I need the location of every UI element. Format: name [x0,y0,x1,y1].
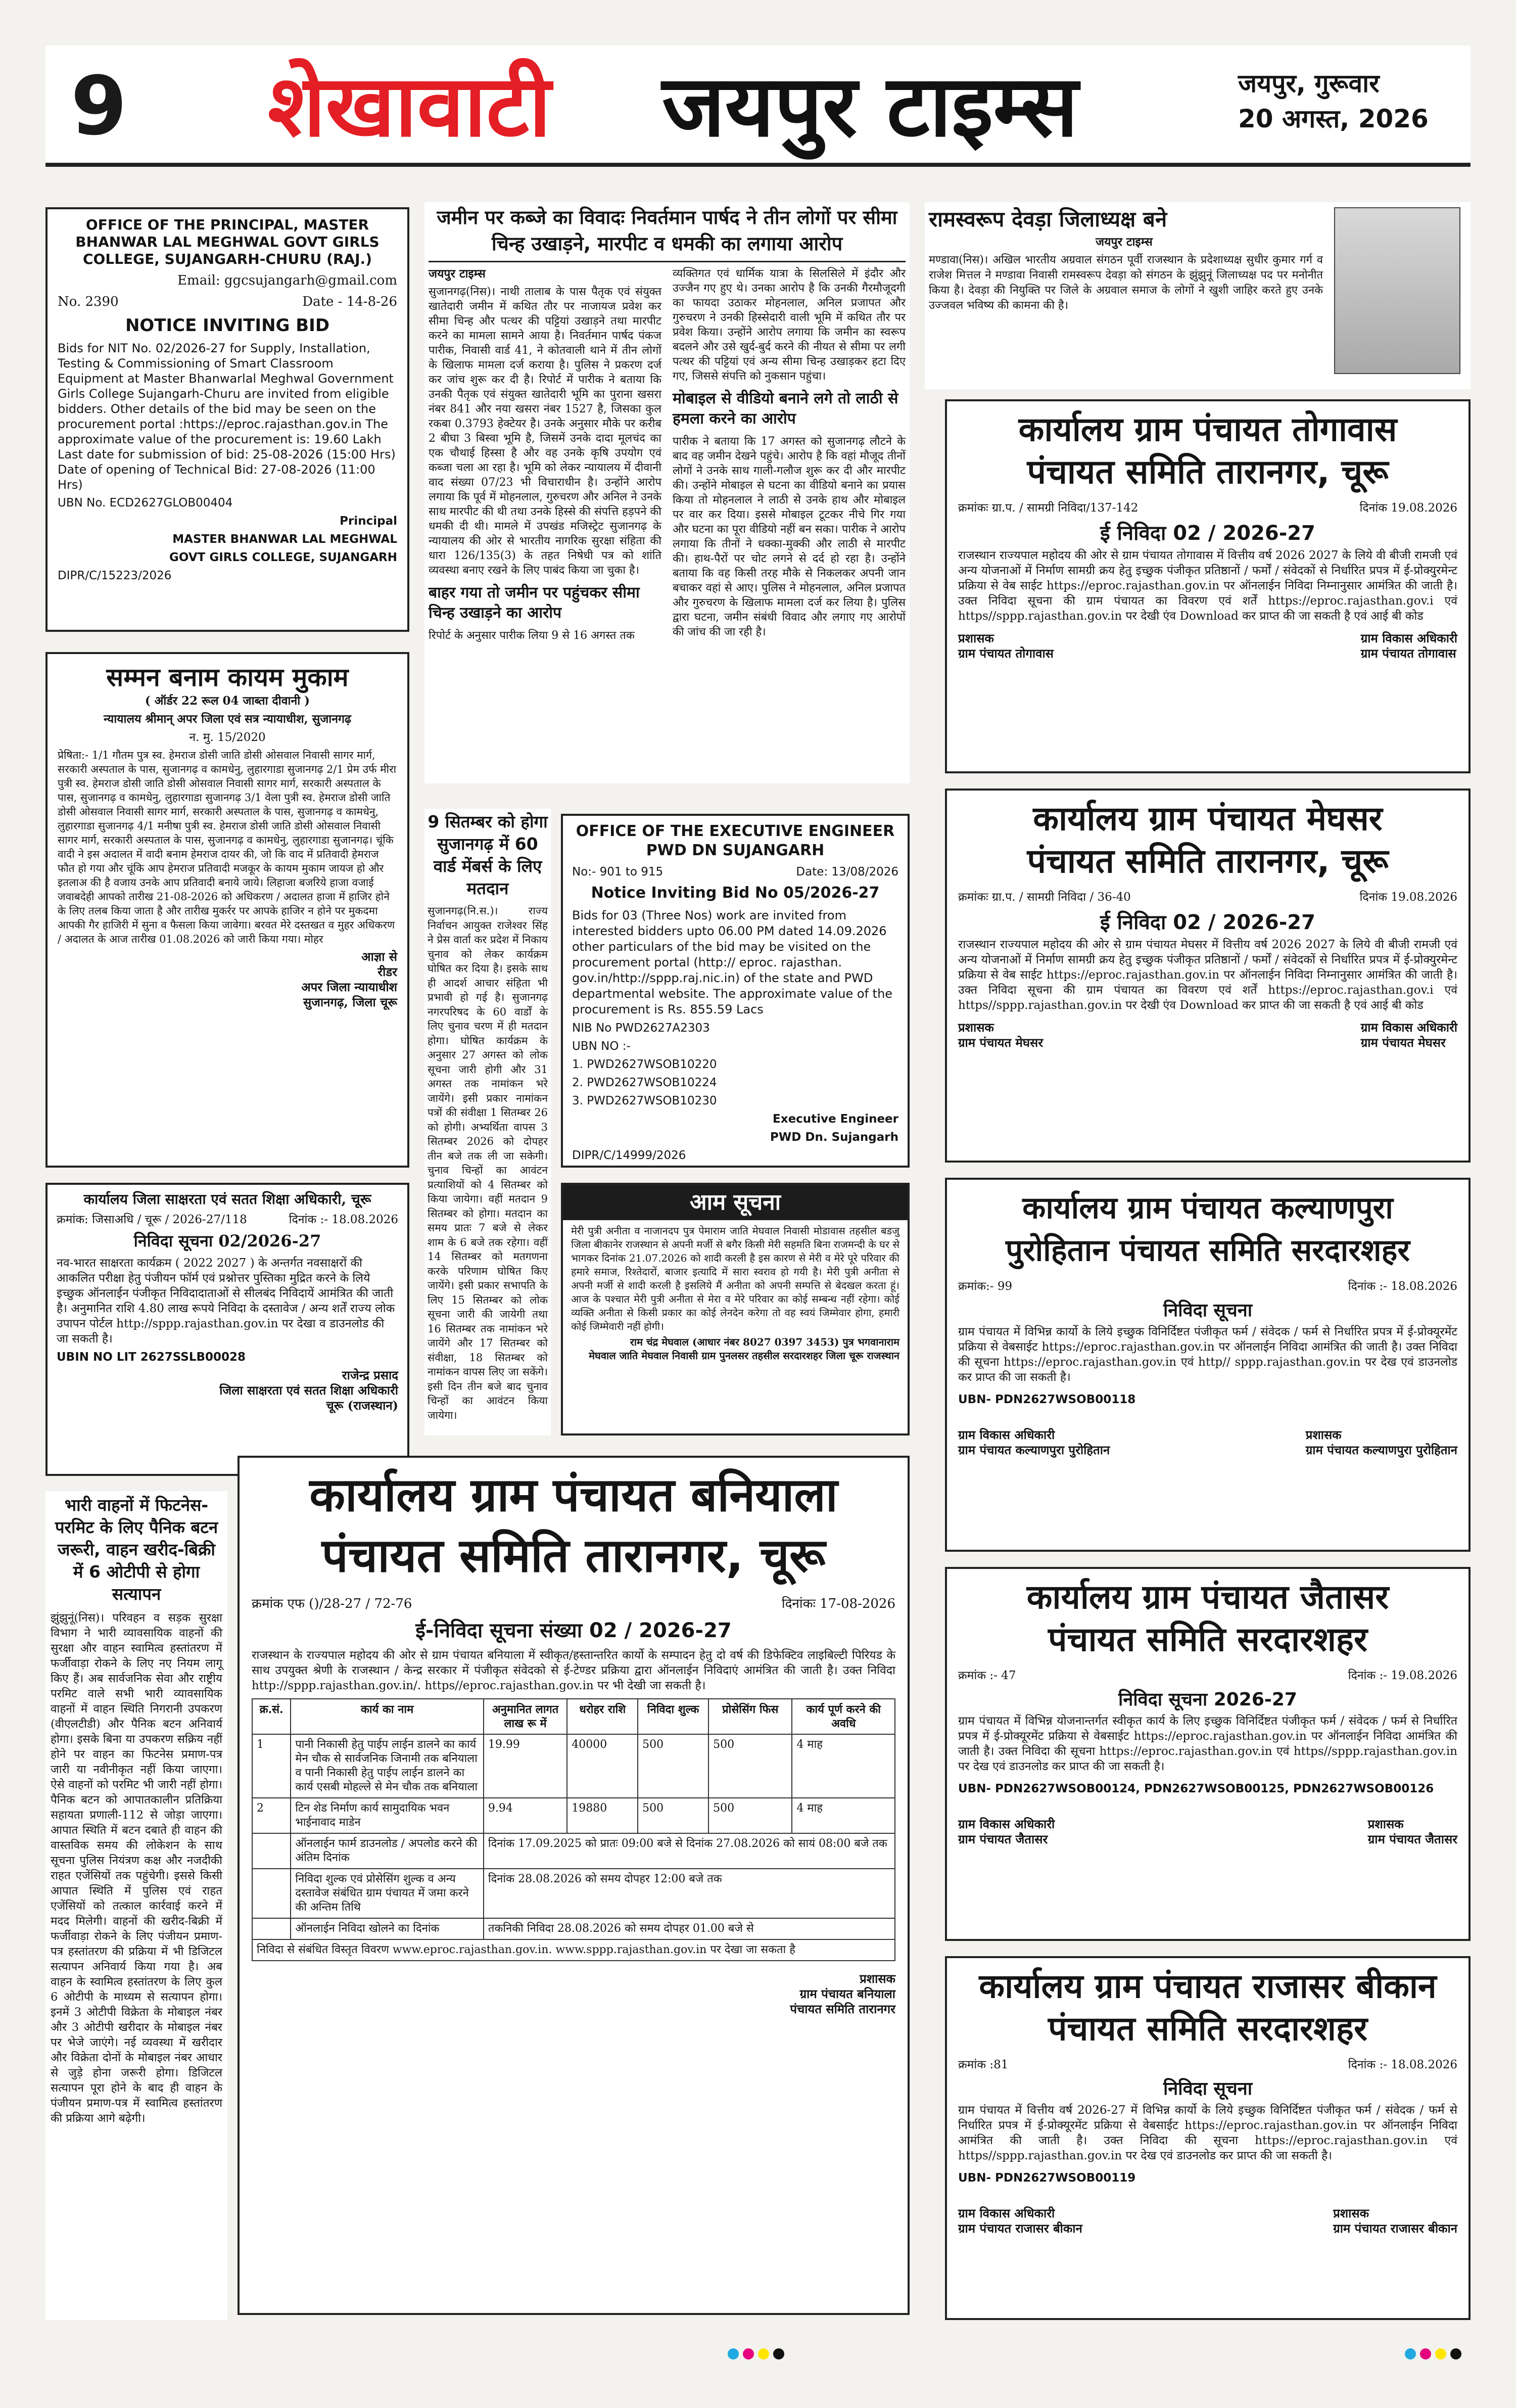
table-cell: निविदा से संबंधित विस्तृत विवरण www.eproc.rajasthan.gov.in. www.sppp.rajasthan.gov.in पर देखा जा सकता है [252,1939,895,1961]
baniyala-title1: कार्यालय ग्राम पंचायत बनियाला [309,1468,838,1522]
literacy-ref: क्रमांक: जिसाअधि / चूरू / 2026-27/118 [57,1213,247,1226]
table-header: क्र.सं. [252,1699,291,1734]
college-sign2: MASTER BHANWAR LAL MEGHWAL [172,533,397,546]
meghsar-body: राजस्थान राज्यपाल महोदय की ओर से ग्राम पंचायत मेघसर में वित्तीय वर्ष 2026 2027 के लिये वी बीजी रामजी एवं अन्य योजनाओं में निर्माण सामग्री क्रय हेतु इच्छुक पंजीकृत प्रतिष्ठानों / फर्मों / संवेदकों से निर्धारित प्रपत्र में ई-प्रोक्युरमेन्ट प्रक्रिया से वेब साईट https://eproc.rajasthan.gov.in पर ऑनलाईन निविदा निम्नानुसार आमंत्रित की जाती है। उक्त निविदा सूचना की ग्राम पंचायत का विवरण एवं शर्तें https://eproc.rajasthan.gov.i एवं https//sppp.rajasthan.gov.in पर देखी एंव Download कर प्राप्त की जा सकती है एवं आई बी कोड [958,938,1457,1012]
table-cell: 500 [708,1798,792,1833]
table-row [252,1734,895,1798]
kalyanpura-sign1: ग्राम विकास अधिकारी [958,1427,1055,1442]
table-cell: ऑनलाईन निविदा खोलने का दिनांक [291,1918,484,1939]
pwd-date: Date: 13/08/2026 [796,865,898,878]
pwd-ubn-label: UBN NO :- [572,1040,631,1053]
rajasar-head: निविदा सूचना [1163,2078,1253,2099]
college-sign1: Principal [340,515,397,528]
summons-subtitle: ( ऑर्डर 22 रूल 04 जाब्ता दीवानी ) [145,694,310,708]
kalyanpura-head: निविदा सूचना [1163,1300,1253,1321]
baniyala-works-table [252,1698,895,1961]
meghsar-ref: क्रमांकः ग्रा.प. / सामग्री निविदा / 36-40 [958,891,1131,904]
summons-sign2: रीडर [377,964,397,979]
print-color-marks [0,2345,1516,2366]
land-byline: जयपुर टाइम्स [429,267,486,281]
rajasar-sign3: प्रशासक [1333,2206,1369,2220]
jaitasar-body: ग्राम पंचायत में विभिन्न योजनान्तर्गत स्वीकृत कार्य के लिए इच्छुक विनिर्दिष्टत पंजीकृत फर्म / संवेदक / फर्म से निर्धारित प्रपत्र में ई-प्रोक्यूरमेंट प्रक्रिया से वेबसाईट https://eproc.rajasthan.gov.in पर ऑनलाईन निविदा आमंत्रित की जाती है। उक्त निविदा की सूचना https://eproc.rajasthan.gov.in एवं https//sppp.rajasthan.gov.in पर देख एवं डाउनलोड कर प्राप्त की जा सकती है। [958,1715,1457,1773]
baniyala-date: दिनांकः 17-08-2026 [781,1596,895,1611]
color-mark [728,2348,739,2359]
color-mark [743,2348,754,2359]
land-subhead2: मोबाइल से वीडियो बनाने लगे तो लाठी से हमला करने का आरोप [673,390,898,428]
literacy-title: कार्यालय जिला साक्षरता एवं सतत शिक्षा अधिकारी, चूरू [83,1191,371,1208]
aam-suchna-title: आम सूचना [563,1185,908,1220]
table-cell: 9.94 [484,1798,567,1833]
literacy-ubn: UBIN NO LIT 2627SSLB00028 [57,1351,246,1364]
jaitasar-sign1: ग्राम विकास अधिकारी [958,1817,1055,1831]
baniyala-body: राजस्थान के राज्यपाल महोदय की ओर से ग्राम पंचायत बनियाला में स्वीकृत/हस्तान्तरित कार्यो के सम्पादन हेतु दो वर्ष की डिफेक्टिव लाइबिल्टी पिरियड के साथ उपयुक्त श्रेणी के राजस्थान / केन्द्र सरकार में पंजीकृत संवेदको से ई-टेण्डर प्रक्रिया द्वारा ऑनलाईन निविदाएं आमंत्रित की जाती है। उक्त निविदा http://sppp.rajasthan.gov.in/. https//eproc.rajasthan.gov.in पर भी देखी जा सकती है। [252,1649,895,1692]
table-cell: 500 [708,1734,792,1798]
rajasar-date: दिनांक :- 18.08.2026 [1348,2058,1457,2071]
jaitasar-head: निविदा सूचना 2026-27 [1118,1689,1297,1710]
pwd-office: OFFICE OF THE EXECUTIVE ENGINEER PWD DN SUJANGARH [576,822,895,859]
newspaper-name-red: शेखावाटी [268,57,551,156]
baniyala-head: ई-निविदा सूचना संख्या 02 / 2026-27 [415,1619,732,1642]
meghsar-sign4: ग्राम पंचायत मेघसर [1360,1035,1446,1050]
summons-court: न्यायालय श्रीमान् अपर जिला एवं सत्र न्यायाधीश, सुजानगढ़ [104,712,351,726]
kalyanpura-date: दिनांक :- 18.08.2026 [1348,1280,1457,1293]
vehicle-story [45,1491,227,2320]
meghsar-head: ई निविदा 02 / 2026-27 [1100,911,1315,934]
issue-date: 20 अगस्त, 2026 [1238,104,1429,133]
kalyanpura-body: ग्राम पंचायत में विभिन्न कार्यो के लिये इच्छुक विनिर्दिष्टत पंजीकृत फर्म / संवेदक / फर्म से निर्धारित प्रपत्र में ई-प्रोक्यूरमेंट प्रक्रिया से वेबसाईट https://eproc.rajasthan.gov.in पर ऑनलाईन निविदा आमंत्रित की जाती है। उक्त निविदा की सूचना https://eproc.rajasthan.gov.in एवं http// sppp.rajasthan.gov.in पर देख एवं डाउनलोड कर प्राप्त की जा सकती है। [958,1325,1457,1384]
table-header: प्रोसेसिंग फिस [708,1699,792,1734]
pwd-nib: NIB No PWD2627A2303 [572,1022,710,1035]
vehicle-headline: भारी वाहनों में फिटनेस-परमिट के लिए पैनिक बटन जरूरी, वाहन खरीद-बिक्री में 6 ओटीपी से होगा सत्यापन [55,1495,218,1604]
college-ubn: UBN No. ECD2627GLOB00404 [58,496,233,510]
table-cell: तकनिकी निविदा 28.08.2026 को समय दोपहर 01.00 बजे से [484,1918,895,1939]
land-col1-end: रिपोर्ट के अनुसार पारीक लिया 9 से 16 अगस्त तक [429,629,635,642]
table-cell: निविदा शुल्क एवं प्रोसेसिंग शुल्क व अन्य दस्तावेज संबंधित ग्राम पंचायत में जमा करने की अन्तिम तिथि [291,1869,484,1918]
table-cell: पानी निकासी हेतु पाईप लाईन डालने का कार्य मेन चौक से सार्वजनिक जिनामी तक बनियाला व पानी निकासी हेतु पाईप लाईन डालने का कार्य एसबी मोहल्ले से मेन चौक तक बनियाला [291,1734,484,1798]
devra-byline: जयपुर टाइम्स [1096,235,1153,249]
rajasar-ubn: UBN- PDN2627WSOB00119 [958,2171,1136,2185]
place-day: जयपुर, गुरूवार [1238,69,1380,98]
pwd-ubn-2: 2. PWD2627WSOB10224 [572,1076,717,1089]
pwd-sign2: PWD Dn. Sujangarh [770,1131,898,1144]
togawas-sign2: ग्राम पंचायत तोगावास [958,646,1054,661]
pwd-no: No:- 901 to 915 [572,865,664,878]
table-header: अनुमानित लागत लाख रू में [484,1699,567,1734]
summons-title: सम्मन बनाम कायम मुकाम [106,663,349,692]
literacy-body: नव-भारत साक्षरता कार्यक्रम ( 2022 2027 ) के अन्तर्गत नवसाक्षरों की आकलित परीक्षा हेतु पंजीयन फॉर्म एवं प्रश्नोत्तर पुस्तिका मुद्रित करने के लिये इच्छुक ऑनलाईन पंजीकृत निविदादाताओं से सीलबंद निविदायें आमंत्रित की जाती है। अनुमानित राशि 4.80 लाख रूपये निविदा के दस्तावेज / अन्य शर्तें राज्य लोक उपापन पोर्टल http://sppp.rajasthan.gov.in पर देखा व डाउनलोड की जा सकती है। [57,1257,395,1346]
masthead [45,45,1471,167]
rajasar-title2: पंचायत समिति सरदारशहर [1048,2009,1367,2048]
jaitasar-ubn: UBN- PDN2627WSOB00124, PDN2627WSOB00125, PDN2627WSOB00126 [958,1782,1434,1795]
land-subhead: बाहर गया तो जमीन पर पहुंचकर सीमा चिन्ह उखाड़ने का आरोप [429,584,640,622]
newspaper-name-black: जयपुर टाइम्स [662,57,1078,156]
color-mark [1405,2348,1416,2359]
rajasar-body: ग्राम पंचायत में वित्तीय वर्ष 2026-27 में विभिन्न कार्यो के लिये इच्छुक विनिर्दिष्टत पंजीकृत फर्म / संवेदक / फर्म से निर्धारित प्रपत्र में ई-प्रोक्यूरमेंट प्रक्रिया से वेबसाईट https://eproc.rajasthan.gov.in पर ऑनलाईन निविदा आमंत्रित की जाती है। उक्त निविदा की सूचना https://eproc.rajasthan.gov.in एवं https//sppp.rajasthan.gov.in पर देख एवं डाउनलोड कर प्राप्त की जा सकती है। [958,2104,1457,2162]
togawas-sign3: ग्राम विकास अधिकारी [1360,631,1457,645]
pwd-dipr: DIPR/C/14999/2026 [572,1149,686,1162]
literacy-sign1: राजेन्द्र प्रसाद [342,1368,398,1382]
jaitasar-sign4: ग्राम पंचायत जैतासर [1367,1832,1457,1846]
color-mark [773,2348,784,2359]
land-col2: व्यक्तिगत एवं धार्मिक यात्रा के सिलसिले में इंदौर और उज्जैन गए हुए थे। उनका आरोप है कि उनकी गैरमौजूदगी का फायदा उठाकर मोहनलाल, अनिल प्रजापत और गुरुचरण ने उनकी हिस्सेदारी वाली भूमि में कथित तौर पर प्रवेश किया। उन्होंने आरोप लगाया कि जमीन का स्वरूप बदलने और उसे खुर्द-बुर्द करने की नीयत से सीमा पर लगी पत्थर की पट्टियां एवं अन्य सीमा चिन्ह उखाड़कर हटा दिए गए, जिससे संपत्ति को नुकसान पहुंचा। [673,267,906,383]
table-row [252,1869,895,1918]
togawas-ref: क्रमांकः ग्रा.प. / सामग्री निविदा/137-142 [958,501,1139,515]
pwd-sign1: Executive Engineer [773,1113,898,1126]
togawas-sign4: ग्राम पंचायत तोगावास [1360,646,1456,661]
table-row [252,1918,895,1939]
land-col2b: पारीक ने बताया कि 17 अगस्त को सुजानगढ़ लौटने के बाद वह जमीन देखने पहुंचे। आरोप है कि वहां मौजूद तीनों लोगों ने उनके साथ गाली-गलौज शुरू कर दी और मारपीट की। उन्होंने मोबाइल से घटना का वीडियो बनाने का प्रयास किया तो मोहनलाल ने लाठी से उनके हाथ और मोबाइल पर वार कर दिया। इससे मोबाइल टूटकर नीचे गिर गया और घटना का पूरा वीडियो नहीं बन सका। पारीक ने आरोप लगाया कि तीनों ने धक्का-मुक्की और लाठी से मारपीट की। हाथ-पैरों पर चोट लगने से दर्द हो रहा है। उन्होंने बताया कि वह किसी तरह मौके से निकलकर अपनी जान बचाकर वहां से आए। पुलिस ने मोहनलाल, अनिल प्रजापत और गुरुचरण के खिलाफ मामला दर्ज कर लिया है। पुलिस द्वारा घटना, जमीन संबंधी विवाद और लगाए गए आरोपों की जांच की जा रही है। [673,435,906,638]
table-cell: 500 [638,1798,708,1833]
person-photo [1334,207,1460,374]
meghsar-title2: पंचायत समिति तारानगर, चूरू [1027,842,1389,881]
aam-suchna-sign1: राम चंद्र मेघवाल (आधार नंबर 8027 0397 3453) पुत्र भगवानाराम [630,1336,899,1348]
meghsar-sign1: प्रशासक [958,1020,994,1035]
table-header-row [252,1699,895,1734]
meghsar-date: दिनांक 19.08.2026 [1359,891,1457,904]
table-header: धरोहर राशि [567,1699,638,1734]
color-mark [1450,2348,1461,2359]
table-cell: 4 माह [792,1734,895,1798]
voting-story [424,809,551,1435]
college-date: Date - 14-8-26 [302,294,397,309]
togawas-body: राजस्थान राज्यपाल महोदय की ओर से ग्राम पंचायत तोगावास में वित्तीय वर्ष 2026 2027 के लिये वी बीजी रामजी एवं अन्य योजनाओं में निर्माण सामग्री क्रय हेतु इच्छुक पंजीकृत प्रतिष्ठानों / फर्मों / संवेदकों से निर्धारित प्रपत्र में ई-प्रोक्युरमेन्ट प्रक्रिया से वेब साईट https://eproc.rajasthan.gov.in पर ऑनलाईन निविदा निम्नानुसार आमंत्रित की जाती है। उक्त निविदा सूचना की ग्राम पंचायत का विवरण एवं शर्तें https://eproc.rajasthan.gov.i एवं https//sppp.rajasthan.gov.in पर देखी एंव Download कर प्राप्त की जा सकती है एवं आई बी कोड [958,549,1457,623]
table-cell: 19.99 [484,1734,567,1798]
table-cell: दिनांक 17.09.2025 को प्रातः 09:00 बजे से दिनांक 27.08.2026 को सायं 08:00 बजे तक [484,1833,895,1869]
summons-sign1: आज्ञा से [361,949,397,964]
togawas-sign1: प्रशासक [958,631,994,645]
literacy-date: दिनांक :- 18.08.2026 [289,1213,398,1226]
summons-ad [45,652,409,1168]
pwd-ubn-1: 1. PWD2627WSOB10220 [572,1058,717,1071]
jaitasar-date: दिनांक :- 19.08.2026 [1348,1669,1457,1682]
aam-suchna-body: मेरी पुत्री अनीता व नाजानदप पुत्र पेमाराम जाति मेघवाल निवासी मोडावास तहसील बडजु जिला बीकानेर राजस्थान से अपनी मर्जी से बगैर किसी मेरी सहमति बिना राजमन्दी के घर से भागकर दिनांक 21.07.2026 को शादी करली है इस कारण से मेरी व मेरे पूरे परिवार की हमारे समाज, रिश्तेदारों, बाजार इत्यादि में सारा स्वराव हो गयी है। मेरी पुत्री अनीता से अपनी मर्जी से शादी करली है इसलिये मैं अनीता को अपनी सम्पत्ति से बेदखल करता हूं। आज के पश्चात मेरी पुत्री अनीता से मेरा व मेरे परिवार का कोई सम्बन्ध नहीं रहेगा। कोई व्यक्ति अनीता से किसी प्रकार का कोई लेनदेन करेगा तो वह स्वयं जिम्मेवार होगा, हमारी कोई जिम्मेवारी नहीं होगी। [571,1225,899,1332]
meghsar-sign2: ग्राम पंचायत मेघसर [958,1035,1044,1050]
baniyala-ref: क्रमांक एफ ()/28-27 / 72-76 [252,1596,412,1611]
college-sign3: GOVT GIRLS COLLEGE, SUJANGARH [169,551,397,564]
college-title: NOTICE INVITING BID [125,315,330,336]
aam-suchna-ad [561,1183,910,1435]
color-mark [758,2348,769,2359]
summons-case: न. मु. 15/2020 [189,731,266,744]
togawas-date: दिनांक 19.08.2026 [1359,501,1457,515]
jaitasar-title2: पंचायत समिति सरदारशहर [1048,1620,1367,1659]
rajasar-sign2: ग्राम पंचायत राजासर बीकान [958,2221,1082,2236]
devra-body: मण्डावा(निस)। अखिल भारतीय अग्रवाल संगठन पूर्वी राजस्थान के प्रदेशाध्यक्ष सुधीर कुमार गर्ग व राजेश मित्तल ने मण्डावा निवासी रामस्वरूप देवड़ा को संगठन के झुंझुनूं जिलाध्यक्ष पद पर मनोनीत किया है। देवड़ा की नियुक्ति पर जिले के अग्रवाल समाज के लोगों ने खुशी जाहिर करते हुए उनके उज्जवल भविष्य की कामना की है। [929,254,1323,312]
college-dipr: DIPR/C/15223/2026 [58,569,172,582]
college-body: Bids for NIT No. 02/2026-27 for Supply, Installation, Testing & Commissioning of Smart Classroom Equipment at Master Bhanwarlal Meghwal Government Girls College Sujangarh-Churu are invited from eligible bidders. Other details of the bid may be seen on the procurement portal :https://eproc.rajasthan.gov.in The approximate value of the procurement is: 19.60 Lakh Last date for submission of bid: 25-08-2026 (15:00 Hrs) Date of opening of Technical Bid: 27-08-2026 (11:00 Hrs) [58,341,396,492]
land-headline: जमीन पर कब्जे का विवादः निवर्तमान पार्षद ने तीन लोगों पर सीमा चिन्ह उखाड़ने, मारपीट व धमकी का लगाया आरोप [437,206,897,255]
voting-headline: 9 सितम्बर को होगा सुजानगढ़ में 60 वार्ड मेंबर्स के लिए मतदान [428,812,548,898]
table-header: कार्य का नाम [291,1699,484,1734]
kalyanpura-title2: पुरोहितान पंचायत समिति सरदारशहर [1006,1233,1410,1268]
table-row [252,1939,895,1961]
color-mark [1435,2348,1446,2359]
table-cell: 40000 [567,1734,638,1798]
baniyala-title2: पंचायत समिति तारानगर, चूरू [321,1529,826,1583]
voting-body: सुजानगढ़(नि.स.)। राज्य निर्वाचन आयुक्त राजेश्वर सिंह ने प्रेस वार्ता कर प्रदेश में निकाय चुनाव को लेकर कार्यक्रम घोषित कर दिया है। इसके साथ ही आदर्श आचार संहिता भी प्रभावी हो गई है। सुजानगढ़ नगरपरिषद के 60 वार्डों के लिए चुनाव चरण में ही मतदान होगा। घोषित कार्यक्रम के अनुसार 27 अगस्त को लोक सूचना जारी होगी और 31 अगस्त तक नामांकन भरे जायेंगे। इसी प्रकार नामांकन पत्रों की संवीक्षा 1 सितम्बर 26 को होगी। अभ्यर्थिता वापस 3 सितम्बर 2026 को दोपहर तीन बजे तक ली जा सकेगी। चुनाव चिन्हों का आवंटन प्रत्याशियों को 4 सितम्बर को किया जायेगा। वहीं मतदान 9 सितम्बर को होगा। मतदान का समय प्रातः 7 बजे से लेकर शाम के 6 बजे तक रहेगा। वहीं 14 सितम्बर को मतगणना करके परिणाम घोषित किए जायेंगे। इसी प्रकार सभापति के लिए 15 सितम्बर को लोक सूचना जारी की जायेगी तथा 16 सितम्बर तक नामांकन भरे जायेंगे और 17 सितम्बर को संवीक्षा, 18 सितम्बर को नामांकन वापस लिए जा सकेंगे। इसी दिन तीन बजे बाद चुनाव चिन्हों का आवंटन किया जायेगा। [428,905,548,1421]
table-row [252,1798,895,1833]
literacy-ad [45,1183,409,1476]
color-mark [1420,2348,1431,2359]
kalyanpura-sign3: प्रशासक [1305,1427,1342,1442]
meghsar-tender-ad [945,789,1471,1163]
table-header: कार्य पूर्ण करने की अवधि [792,1699,895,1734]
page-number: 9 [71,59,127,153]
vehicle-body: झुंझुनूं(निस)। परिवहन व सड़क सुरक्षा विभाग ने भारी व्यावसायिक वाहनों की सुरक्षा और वाहन स्वामित्व हस्तांतरण में फर्जीवाड़ा रोकने के लिए नए नियम लागू किए हैं। अब सार्वजनिक सेवा और राष्ट्रीय परमिट वाले सभी भारी व्यावसायिक वाहनों में वाहन स्थिति निगरानी उपकरण (वीएलटीडी) और पैनिक बटन अनिवार्य होगा। इसके बिना या उपकरण सक्रिय नहीं होने पर वाहन का फिटनेस प्रमाण-पत्र जारी या नवीनीकृत नहीं किया जाएगा। ऐसे वाहनों को परमिट भी जारी नहीं होगा। पैनिक बटन को आपातकालीन प्रतिक्रिया सहायता प्रणाली-112 से जोड़ा जाएगा। आपात स्थिति में बटन दबाते ही वाहन की वास्तविक समय की लोकेशन के साथ सूचना पुलिस नियंत्रण कक्ष और नजदीकी राहत एजेंसियों तक पहुंचेगी। इससे किसी आपात स्थिति में पुलिस एवं राहत एजेंसियों को तत्काल कार्रवाई करने में मदद मिलेगी। वाहनों की खरीद-बिक्री में फर्जीवाड़ा रोकने के लिए पंजीयन प्रमाण-पत्र हस्तांतरण की प्रक्रिया में भी डिजिटल सत्यापन अनिवार्य किया गया है। अब वाहन के स्वामित्व हस्तांतरण के लिए कुल 6 ओटीपी के माध्यम से सत्यापन होगा। इनमें 3 ओटीपी विक्रेता के मोबाइल नंबर और 3 ओटीपी खरीदार के मोबाइल नंबर पर भेजे जाएंगे। नई व्यवस्था में खरीदार और विक्रेता दोनों के मोबाइल नंबर आधार से जुड़े होना जरूरी होगा। डिजिटल सत्यापन पूरा होने के बाद ही वाहन के पंजीयन प्रमाण-पत्र में स्वामित्व हस्तांतरण की प्रक्रिया आगे बढ़ेगी। [51,1611,222,2125]
aam-suchna-sign2: मेघवाल जाति मेघवाल निवासी ग्राम पुनलसर तहसील सरदारशहर जिला चूरू राजस्थान [589,1350,899,1362]
rajasar-tender-ad [945,1956,1471,2320]
baniyala-sign1: प्रशासक [860,1971,895,1986]
jaitasar-tender-ad [945,1567,1471,1941]
meghsar-title1: कार्यालय ग्राम पंचायत मेघसर [1033,799,1383,838]
devra-story [925,202,1471,389]
literacy-head: निविदा सूचना 02/2026-27 [133,1231,321,1251]
kalyanpura-sign2: ग्राम पंचायत कल्याणपुरा पुरोहितान [958,1443,1110,1457]
devra-headline: रामस्वरूप देवड़ा जिलाध्यक्ष बने [929,207,1167,231]
table-cell: 2 [252,1798,291,1833]
table-cell: 4 माह [792,1798,895,1833]
summons-sign4: सुजानगढ़, जिला चूरू [303,995,397,1009]
table-cell: 1 [252,1734,291,1798]
kalyanpura-ubn: UBN- PDN2627WSOB00118 [958,1393,1136,1406]
rajasar-ref: क्रमांक :81 [958,2058,1009,2071]
jaitasar-sign3: प्रशासक [1367,1817,1404,1831]
kalyanpura-title1: कार्यालय ग्राम पंचायत कल्याणपुरा [1022,1190,1393,1226]
pwd-ad [561,814,910,1168]
summons-sign3: अपर जिला न्यायाधीश [301,980,397,994]
table-cell: 19880 [567,1798,638,1833]
pwd-ubn-3: 3. PWD2627WSOB10230 [572,1094,717,1107]
table-cell: 500 [638,1734,708,1798]
summons-body: प्रेषिता:- 1/1 गौतम पुत्र स्व. हेमराज डोसी जाति डोसी ओसवाल निवासी सागर मार्ग, सरकारी अस्पताल के पास, सुजानगढ़ व कामधेनु, लुहारगाडा सुजानगढ़ 2/1 प्रेम उर्फ मीरा पुत्री स्व. हेमराज डोसी जाति डोसी ओसवाल निवासी सागर मार्ग, सरकारी अस्पताल के पास, सुजानगढ़ व कामधेनु, लुहारगाडा सुजानगढ़ 3/1 वेला पुत्री स्व. हेमराज डोसी जाति डोसी ओसवाल निवासी सागर मार्ग, सरकारी अस्पताल के पास, सुजानगढ़ व कामधेनु, लुहारगाडा सुजानगढ़ 4/1 मनीषा पुत्री स्व. हेमराज डोसी जाति डोसी ओसवाल निवासी सागर मार्ग, सरकारी अस्पताल के पास, सुजानगढ़ व कामधेनु, लुहारगाडा सुजानगढ़। चूंकि वादी ने इस अदालत में वादी बनाम हेमराज दायर की, जो कि वाद में प्रतिवादी हेमराज फौत हो गया और चूंकि आप हेमराज प्रतिवादी मजकूर के कायम मुकाम जायज हो और इतलाअ की है वजाय उनके आप प्रतिवादी बनाये जाये। लिहाजा बजरिये हाजा वजाई जवाबदेही आपको तारीख 21-08-2026 को अधिकरण / अदालत हाजा में हाजिर होने के लिए तलब किया जाता है और तारीख मुकर्रर पर आपके हाजिर न होने पर मुकदमा आपकी गैर हाजिरी में सुना व फैसला किया जावेगा। बरवत मेरे दस्तखत व मुहर अधिकरण / अदालत के आज तारीख 01.08.2026 को जारी किया गया। मोहर [58,749,397,945]
table-cell: दिनांक 28.08.2026 को समय दोपहर 12:00 बजे तक [484,1869,895,1918]
jaitasar-title1: कार्यालय ग्राम पंचायत जैतासर [1026,1578,1389,1616]
land-story [424,202,910,783]
rajasar-sign1: ग्राम विकास अधिकारी [958,2206,1055,2220]
rajasar-title1: कार्यालय ग्राम पंचायत राजासर बीकान [979,1967,1437,2006]
literacy-sign3: चूरू (राजस्थान) [326,1398,398,1413]
kalyanpura-ref: क्रमांक:- 99 [958,1280,1013,1293]
land-col1: सुजानगढ़(निस)। नाथी तालाब के पास पैतृक एवं संयुक्त खातेदारी जमीन में कथित तौर पर नाजायज प्रवेश कर सीमा चिन्ह और पत्थर की पट्टियां उखाड़ने तथा मारपीट करने का मामला सामने आया है। निवर्तमान पार्षद पंकज पारीक, निवासी वार्ड 41, ने कोतवाली थाने में तीन लोगों के खिलाफ मामला दर्ज कराया है। पुलिस ने प्रकरण दर्ज कर जांच शुरू कर दी है। रिपोर्ट में पारीक ने बताया कि उनकी पैतृक एवं संयुक्त खातेदारी भूमि का पुराना खसरा नंबर 841 और नया खसरा नंबर 1527 है, जिसका कुल रकबा 0.3793 हेक्टेयर है। उनके अनुसार मौके पर करीब 2 बीघा 3 बिस्वा भूमि है, जिसमें उनके दादा मूलचंद का एक चौथाई हिस्सा है और वह उनके कृषि उपयोग एवं कब्जा चला आ रहा है। भूमि को लेकर न्यायालय में दीवानी वाद संख्या 07/23 भी विचाराधीन है। उन्होंने आरोप लगाया कि पूर्व में मोहनलाल, गुरुचरण और अनिल ने उनके साथ मारपीट की थी तथा उनके हिस्से की संपत्ति हड़पने की धमकी दी थी। मामले में उपखंड मजिस्ट्रेट सुजानगढ़ के न्यायालय की ओर से भारतीय नागरिक सुरक्षा संहिता की धारा 126/135(3) के तहत निषेधी पत्र को शांति व्यवस्था बनाए रखने के लिए पाबंद किया जा चुका है। [429,286,661,577]
college-nib-ad [45,207,409,632]
table-cell: ऑनलाईन फार्म डाउनलोड / अपलोड करने की अंतिम दिनांक [291,1833,484,1869]
kalyanpura-tender-ad [945,1178,1471,1552]
pwd-title: Notice Inviting Bid No 05/2026-27 [591,884,880,902]
pwd-body: Bids for 03 (Three Nos) work are invited from interested bidders upto 06.00 PM dated 14.09.2026 other particulars of the bid may be visited on the procurement portal (http:// eproc. rajasthan. gov.in/http://sppp.raj.nic.in) of the state and PWD departmental website. The approximate value of the procurement is Rs. 855.59 Lacs [572,908,893,1016]
baniyala-tender-ad [238,1456,910,2315]
jaitasar-ref: क्रमांक :- 47 [958,1669,1016,1682]
kalyanpura-sign4: ग्राम पंचायत कल्याणपुरा पुरोहितान [1305,1443,1457,1457]
jaitasar-sign2: ग्राम पंचायत जैतासर [958,1832,1048,1846]
dateline [1238,66,1460,136]
togawas-title2: पंचायत समिति तारानगर, चूरू [1027,452,1389,491]
table-header: निविदा शुल्क [638,1699,708,1734]
togawas-head: ई निविदा 02 / 2026-27 [1100,522,1315,545]
literacy-sign2: जिला साक्षरता एवं सतत शिक्षा अधिकारी [219,1383,398,1398]
college-no: No. 2390 [58,294,119,309]
togawas-title1: कार्यालय ग्राम पंचायत तोगावास [1018,410,1397,449]
table-row [252,1833,895,1869]
college-office: OFFICE OF THE PRINCIPAL, MASTER BHANWAR LAL MEGHWAL GOVT GIRLS COLLEGE, SUJANGARH-CHURU (RAJ.) [75,216,380,267]
togawas-tender-ad [945,399,1471,773]
meghsar-sign3: ग्राम विकास अधिकारी [1360,1020,1457,1035]
rajasar-sign4: ग्राम पंचायत राजासर बीकान [1333,2221,1457,2236]
table-cell: टिन शेड निर्माण कार्य सामुदायिक भवन भाईनावाद माडेन [291,1798,484,1833]
baniyala-sign3: पंचायत समिति तारानगर [790,2002,895,2016]
college-email: Email: ggcsujangarh@gmail.com [177,273,397,288]
baniyala-sign2: ग्राम पंचायत बनियाला [799,1986,895,2001]
